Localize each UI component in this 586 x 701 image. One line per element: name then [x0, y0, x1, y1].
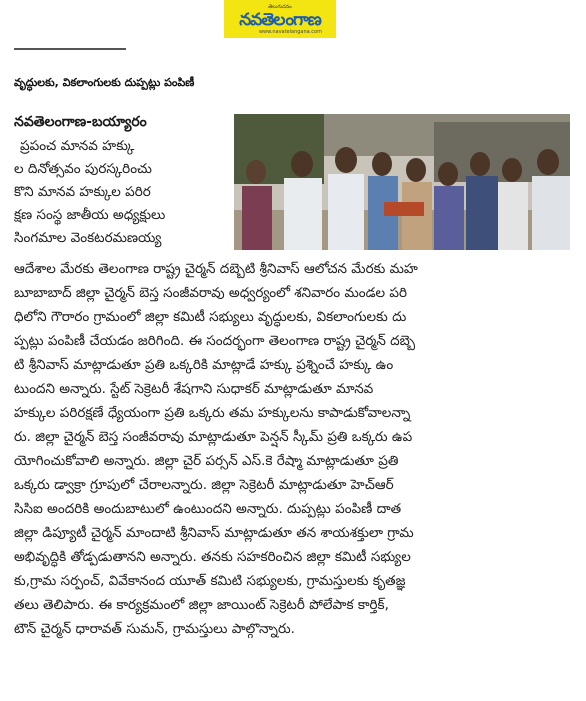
article-line: ధిలోని గౌరారం గ్రామంలో జిల్లా కమిటీ సభ్యులు వృద్ధులకు, వికలాంగులకు దు: [14, 309, 407, 325]
article-line: టుందని అన్నారు. స్టేట్ సెక్రెటరీ శేషగాని సుధాకర్ మాట్లాడుతూ మానవ: [14, 381, 374, 397]
article-line: ఒక్కరు డ్వాక్రా గ్రూపులో చేరాలన్నారు. జిల్లా సెక్రెటరీ మాట్లాడుతూ హెచ్ఆర్: [14, 477, 394, 493]
masthead-small-text: తెలుగుదనం: [268, 4, 292, 10]
article-line: ఆదేశాల మేరకు తెలంగాణ రాష్ట్ర చైర్మన్ దబ్బెటి శ్రీనివాస్ ఆలోచన మేరకు మహ: [14, 261, 418, 277]
article-line: కొని మానవ హక్కుల పరిర: [14, 184, 151, 200]
article-line: టి శ్రీనివాస్ మాట్లాడుతూ ప్రతి ఒక్కరికి మాట్లాడే హక్కు ప్రశ్నించే హక్కు ఉం: [14, 357, 394, 373]
article-photo: [234, 114, 570, 250]
article-line: ల దినోత్సవం పురస్కరించు: [14, 161, 152, 177]
newspaper-logo: నవతెలంగాణ: [239, 10, 321, 30]
masthead-tagline: www.navatelangana.com: [258, 29, 322, 35]
article-line: టౌన్ చైర్మన్ ధారావత్ సుమన్, గ్రామస్తులు పాల్గొన్నారు.: [14, 621, 295, 637]
article-headline: వృద్ధులకు, వికలాంగులకు దుప్పట్లు పంపిణీ: [14, 76, 195, 89]
article-line: కు,గ్రామ సర్పంచ్, వివేకానంద యూత్ కమిటి సభ్యులకు, గ్రామస్తులకు కృతజ్ఞ: [14, 573, 406, 589]
article-line: హక్కుల పరిరక్షణే ధ్యేయంగా ప్రతి ఒక్కరు తమ హక్కులను కాపాడుకోవాలన్నా: [14, 405, 411, 421]
article-dateline: నవతెలంగాణ-బయ్యారం: [14, 114, 147, 130]
article-line: ప్రపంచ మానవ హక్కు: [20, 138, 135, 154]
article-line: క్షణ సంస్థ జాతీయ అధ్యక్షులు: [14, 207, 166, 223]
article-line: రు. జిల్లా చైర్మన్ బెస్త సంజీవరావు మాట్లాడుతూ పెన్షన్ స్కీమ్ ప్రతి ఒక్కరు ఉప: [14, 429, 413, 445]
article-line: బూబాబాద్ జిల్లా చైర్మన్ బెస్త సంజీవరావు అధ్వర్యంలో శనివారం మండల పరి: [14, 285, 408, 301]
article-line: యోగించుకోవాలి అన్నారు. జిల్లా చైర్ పర్సన్ ఎస్.కె రేష్మా మాట్లాడుతూ ప్రతి: [14, 453, 399, 469]
section-rule: [14, 48, 126, 50]
article-line: తలు తెలిపారు. ఈ కార్యక్రమంలో జిల్లా జాయింట్ సెక్రెటరీ పోలేపాక కార్తిక్,: [14, 597, 389, 613]
article-line: అభివృద్ధికి తోడ్పడుతానని అన్నారు. తనకు సహకరించిన జిల్లా కమిటీ సభ్యుల: [14, 549, 411, 565]
article-line: సిసిఐ అందరికి అందుబాటులో ఉంటుందని అన్నారు. దుప్పట్లు పంపిణీ దాత: [14, 501, 402, 517]
newspaper-masthead: [224, 0, 336, 38]
article-line: ప్పట్లు పంపిణీ చేయడం జరిగింది. ఈ సందర్భంగా తెలంగాణ రాష్ట్ర చైర్మన్ దబ్బె: [14, 333, 416, 349]
article-line: జిల్లా డిప్యూటీ చైర్మన్ మాందాటి శ్రీనివాస్ మాట్లాడుతూ తన శాయశక్తులా గ్రామ: [14, 525, 414, 541]
group-photo-illustration: [234, 114, 570, 250]
article-line: సింగమాల వెంకటరమణయ్య: [14, 230, 162, 246]
